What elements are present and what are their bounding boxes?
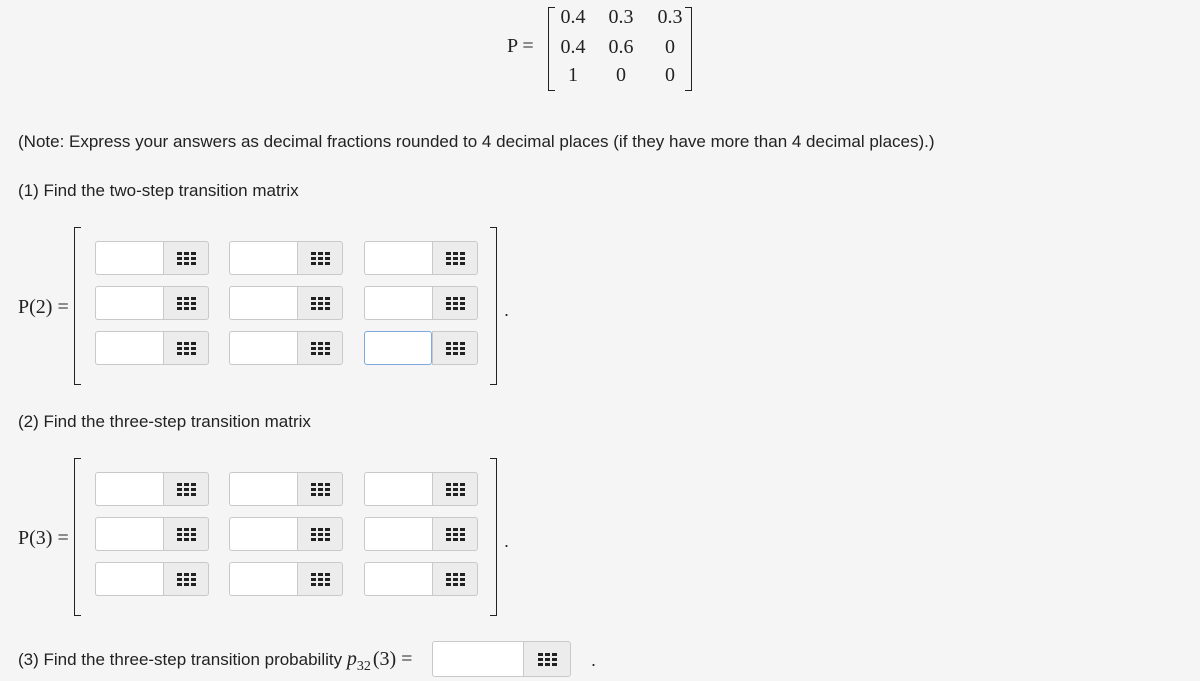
grid-icon [177, 342, 196, 355]
p3-input-r3c3[interactable] [364, 562, 432, 596]
given-matrix-label: P = [507, 35, 534, 57]
p2-period: . [504, 300, 510, 320]
p3-input-r1c2[interactable] [229, 472, 297, 506]
grid-icon [538, 653, 557, 666]
p2-label: P(2) = [18, 296, 69, 318]
instruction-note: (Note: Express your answers as decimal fractions rounded to 4 decimal places (if they have more than 4 decimal places).) [18, 132, 935, 151]
question-3-text [18, 648, 413, 674]
question-3-prefix: (3) Find the three-step transition probability [18, 650, 347, 669]
p3-matrix-button-r2c3[interactable] [432, 517, 478, 551]
p3-right-bracket [490, 458, 497, 616]
p3-label: P(3) = [18, 527, 69, 549]
q3-answer-input[interactable] [432, 641, 523, 677]
question-2-text: (2) Find the three-step transition matrix [18, 412, 311, 431]
given-cell: 0 [665, 64, 675, 86]
p3-input-r2c3[interactable] [364, 517, 432, 551]
p2-input-r1c2[interactable] [229, 241, 297, 275]
p3-input-r3c2[interactable] [229, 562, 297, 596]
grid-icon [177, 573, 196, 586]
p2-input-r3c1[interactable] [95, 331, 163, 365]
q3-matrix-button[interactable] [523, 641, 571, 677]
given-cell: 0 [665, 36, 675, 58]
grid-icon [311, 342, 330, 355]
p2-input-r2c2[interactable] [229, 286, 297, 320]
given-cell: 0.4 [560, 36, 586, 58]
p2-matrix-button-r3c3[interactable] [432, 331, 478, 365]
grid-icon [311, 528, 330, 541]
p2-input-r2c3[interactable] [364, 286, 432, 320]
grid-icon [177, 297, 196, 310]
grid-icon [446, 483, 465, 496]
grid-icon [311, 252, 330, 265]
p2-input-r2c1[interactable] [95, 286, 163, 320]
p2-input-r1c3[interactable] [364, 241, 432, 275]
p3-matrix-button-r1c1[interactable] [163, 472, 209, 506]
grid-icon [177, 252, 196, 265]
p2-matrix-button-r3c2[interactable] [297, 331, 343, 365]
p2-right-bracket [490, 227, 497, 385]
p3-matrix-button-r2c1[interactable] [163, 517, 209, 551]
p2-left-bracket [74, 227, 81, 385]
given-cell: 1 [568, 64, 578, 86]
question-3-p-symbol: p [346, 648, 357, 670]
p3-matrix-button-r2c2[interactable] [297, 517, 343, 551]
grid-icon [311, 573, 330, 586]
grid-icon [311, 297, 330, 310]
p3-input-r1c3[interactable] [364, 472, 432, 506]
grid-icon [311, 483, 330, 496]
p3-left-bracket [74, 458, 81, 616]
p2-matrix-button-r1c3[interactable] [432, 241, 478, 275]
question-1-text: (1) Find the two-step transition matrix [18, 181, 299, 200]
p2-matrix-button-r3c1[interactable] [163, 331, 209, 365]
p2-matrix-button-r1c2[interactable] [297, 241, 343, 275]
grid-icon [177, 528, 196, 541]
p3-matrix-button-r3c3[interactable] [432, 562, 478, 596]
given-cell: 0 [616, 64, 626, 86]
grid-icon [446, 573, 465, 586]
given-cell: 0.3 [657, 6, 683, 28]
p2-input-r1c1[interactable] [95, 241, 163, 275]
q3-period: . [591, 650, 597, 670]
p3-matrix-button-r3c1[interactable] [163, 562, 209, 596]
grid-icon [446, 342, 465, 355]
p2-matrix-button-r1c1[interactable] [163, 241, 209, 275]
p2-matrix-button-r2c3[interactable] [432, 286, 478, 320]
p3-input-r3c1[interactable] [95, 562, 163, 596]
p2-matrix-button-r2c1[interactable] [163, 286, 209, 320]
question-3-subscript: 32 [356, 659, 371, 674]
p2-matrix-button-r2c2[interactable] [297, 286, 343, 320]
p3-matrix-button-r1c3[interactable] [432, 472, 478, 506]
p3-matrix-button-r1c2[interactable] [297, 472, 343, 506]
given-cell: 0.4 [560, 6, 586, 28]
p3-period: . [504, 531, 510, 551]
grid-icon [446, 297, 465, 310]
grid-icon [446, 528, 465, 541]
p3-input-r1c1[interactable] [95, 472, 163, 506]
given-cell: 0.6 [608, 36, 634, 58]
p3-matrix-button-r3c2[interactable] [297, 562, 343, 596]
grid-icon [177, 483, 196, 496]
given-cell: 0.3 [608, 6, 634, 28]
p3-input-r2c2[interactable] [229, 517, 297, 551]
question-3-arg: (3) = [372, 648, 413, 670]
p2-input-r3c3[interactable] [364, 331, 432, 365]
p2-input-r3c2[interactable] [229, 331, 297, 365]
p3-input-r2c1[interactable] [95, 517, 163, 551]
grid-icon [446, 252, 465, 265]
